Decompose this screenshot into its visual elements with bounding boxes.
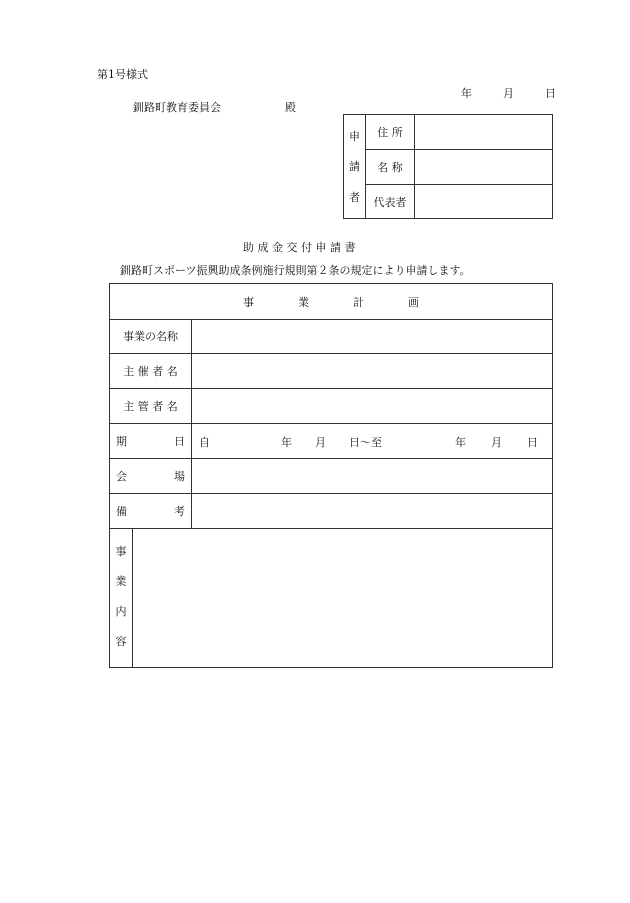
date-day: 日 [545,87,556,100]
contents-char-2: 業 [115,575,127,588]
address-field[interactable] [415,115,552,149]
applicant-char-1: 申 [349,130,360,144]
applicant-row-name [366,150,552,185]
addressee: 釧路町教育委員会 [133,101,221,114]
name-field[interactable] [415,150,552,184]
contents-char-1: 事 [115,545,127,558]
manager-label: 主 管 者 名 [110,389,192,423]
header-char-2: 業 [298,295,309,309]
applicant-vertical-label [344,115,366,218]
period-day-2: 日 [527,436,538,449]
remarks-label-left: 備 [116,505,127,518]
manager-field[interactable] [193,389,552,423]
representative-field[interactable] [415,185,552,218]
date-line [461,85,556,101]
header-char-1: 事 [243,295,254,309]
applicant-row-representative [366,185,552,218]
venue-label-right: 場 [174,470,185,483]
address-label: 住 所 [366,115,415,149]
project-name-field[interactable] [193,319,552,353]
row-venue [110,459,552,494]
row-period [110,424,552,459]
applicant-char-2: 請 [349,160,360,174]
period-year-2: 年 [455,436,466,449]
period-month-2: 月 [491,436,502,449]
venue-label-left: 会 [116,470,127,483]
contents-char-3: 内 [115,605,127,618]
row-project-name [110,319,552,354]
intro-text: 釧路町スポーツ振興助成条例施行規則第２条の規定により申請します。 [120,264,471,277]
plan-table [109,283,553,668]
form-number: 第1号様式 [97,68,148,81]
applicant-row-address [366,115,552,150]
honorific: 殿 [285,101,296,114]
row-manager [110,389,552,424]
document-title: 助 成 金 交 付 申 請 書 [243,241,356,254]
period-from: 自 [199,436,210,449]
name-label: 名 称 [366,150,415,184]
period-label-right: 日 [174,435,185,448]
row-remarks [110,494,552,529]
venue-label [110,459,192,493]
plan-table-header [110,284,552,320]
applicant-box [343,114,553,219]
row-organizer [110,354,552,389]
period-field[interactable] [193,424,552,458]
period-label-left: 期 [116,435,127,448]
date-month: 月 [503,87,514,100]
remarks-label [110,494,192,528]
remarks-field[interactable] [193,494,552,528]
remarks-label-right: 考 [174,505,185,518]
row-project-contents [110,529,552,667]
contents-char-4: 容 [115,635,127,648]
applicant-char-3: 者 [349,190,360,204]
date-year: 年 [461,87,472,100]
header-char-3: 計 [353,295,364,309]
organizer-field[interactable] [193,354,552,388]
organizer-label: 主 催 者 名 [110,354,192,388]
contents-vertical-label [110,529,133,667]
project-name-label: 事業の名称 [110,319,192,353]
period-day-to: 日〜至 [349,436,382,449]
representative-label: 代表者 [366,185,415,218]
contents-field[interactable] [134,529,552,667]
venue-field[interactable] [193,459,552,493]
period-month-1: 月 [315,436,326,449]
period-label [110,424,192,458]
header-char-4: 画 [408,295,419,309]
period-year-1: 年 [281,436,292,449]
